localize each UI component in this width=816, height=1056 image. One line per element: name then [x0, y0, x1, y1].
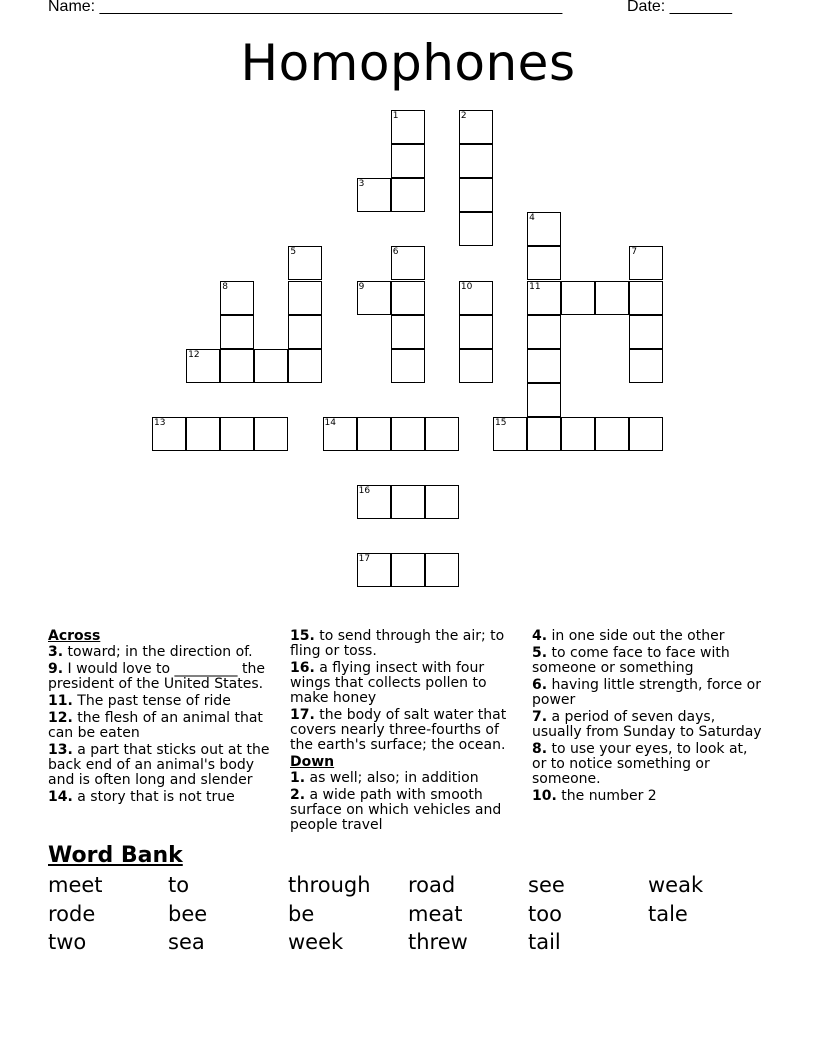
clue: [48, 662, 280, 692]
clue-number: 17.: [290, 707, 315, 723]
clue-number: 10.: [532, 788, 557, 804]
clue-number: 5: [290, 247, 297, 258]
clue-text: a story that is not true: [72, 789, 235, 805]
clue-number: 6.: [532, 677, 548, 693]
clue-number: 16.: [290, 660, 315, 676]
clue-number: 4.: [532, 628, 548, 644]
clue-text: I would love to _________ the president of the United States.: [48, 661, 265, 692]
word-bank-title: Word Bank: [48, 843, 183, 868]
clue-number: 3: [358, 179, 365, 190]
clue-number: 1: [392, 111, 399, 121]
grid-cell[interactable]: [459, 110, 493, 144]
page-title: Homophones: [240, 34, 576, 92]
clue-number: 9: [358, 281, 365, 292]
clue-number: 7: [631, 247, 638, 258]
grid-cell[interactable]: [459, 144, 493, 178]
down-heading: Down: [290, 754, 335, 770]
word-bank-word: meat: [408, 902, 463, 926]
grid-cell[interactable]: [629, 315, 663, 349]
grid-cell[interactable]: [391, 110, 425, 144]
grid-cell[interactable]: [391, 178, 425, 212]
clue: [290, 788, 522, 833]
clues-column-3: [532, 629, 764, 806]
grid-cell[interactable]: [220, 417, 254, 451]
clue: [290, 708, 522, 753]
grid-cell[interactable]: [357, 553, 391, 587]
grid-cell[interactable]: [220, 315, 254, 349]
clue-number: 16: [358, 486, 371, 497]
clue: [48, 645, 280, 660]
clue-text: the number 2: [556, 788, 657, 804]
grid-cell[interactable]: [629, 349, 663, 383]
grid-cell[interactable]: [186, 349, 220, 383]
grid-cell[interactable]: [527, 281, 561, 315]
grid-cell[interactable]: [288, 349, 322, 383]
clue-text: the body of salt water that covers nearly three-fourths of the earth's surface; the ocean.: [290, 707, 507, 753]
grid-cell[interactable]: [391, 349, 425, 383]
clue: [532, 710, 764, 740]
grid-cell[interactable]: [561, 417, 595, 451]
word-bank-word: to: [168, 873, 190, 897]
clue: [48, 790, 280, 805]
grid-cell[interactable]: [629, 417, 663, 451]
grid-cell[interactable]: [391, 281, 425, 315]
clue-text: as well; also; in addition: [305, 770, 479, 786]
grid-cell[interactable]: [391, 417, 425, 451]
grid-cell[interactable]: [288, 246, 322, 280]
clue: [532, 646, 764, 676]
grid-cell[interactable]: [254, 349, 288, 383]
grid-cell[interactable]: [459, 178, 493, 212]
word-bank-word: sea: [168, 930, 205, 954]
clue-number: 12.: [48, 710, 73, 726]
grid-cell[interactable]: [493, 417, 527, 451]
grid-cell[interactable]: [254, 417, 288, 451]
clue-number: 8.: [532, 741, 548, 757]
clue: [532, 789, 764, 804]
grid-cell[interactable]: [152, 417, 186, 451]
grid-cell[interactable]: [527, 246, 561, 280]
grid-cell[interactable]: [391, 553, 425, 587]
clue-text: to come face to face with someone or something: [532, 645, 730, 676]
clue-number: 13.: [48, 742, 73, 758]
clue-text: a wide path with smooth surface on which vehicles and people travel: [290, 787, 502, 833]
clues-column-2: [290, 629, 522, 835]
grid-cell[interactable]: [527, 315, 561, 349]
word-bank-word: too: [528, 902, 562, 926]
clue-number: 8: [222, 281, 228, 292]
word-bank-word: be: [288, 902, 315, 926]
grid-cell[interactable]: [357, 281, 391, 315]
word-bank-word: weak: [648, 873, 704, 897]
clue: [290, 629, 522, 659]
clue-number: 11.: [48, 693, 73, 709]
grid-cell[interactable]: [288, 281, 322, 315]
clue-text: a period of seven days, usually from Sunday to Saturday: [532, 709, 762, 740]
grid-cell[interactable]: [323, 417, 357, 451]
grid-cell[interactable]: [527, 212, 561, 246]
grid-cell[interactable]: [527, 417, 561, 451]
clue-number: 17: [358, 554, 371, 565]
clue-number: 6: [392, 247, 399, 258]
clue-number: 10: [460, 281, 473, 292]
grid-cell[interactable]: [595, 417, 629, 451]
clue-number: 2: [460, 111, 467, 121]
clue-text: having little strength, force or power: [532, 677, 761, 708]
grid-cell[interactable]: [459, 349, 493, 383]
grid-cell[interactable]: [527, 349, 561, 383]
clue: [532, 629, 764, 644]
grid-cell[interactable]: [425, 553, 459, 587]
grid-cell[interactable]: [459, 281, 493, 315]
clue: [290, 661, 522, 706]
name-field[interactable]: Name: ____________________________________________________: [48, 0, 563, 15]
word-bank-word: meet: [48, 873, 103, 897]
word-bank-word: tail: [528, 930, 561, 954]
clue: [290, 771, 522, 786]
clue: [532, 742, 764, 787]
grid-cell[interactable]: [220, 281, 254, 315]
word-bank-word: threw: [408, 930, 468, 954]
grid-cell[interactable]: [595, 281, 629, 315]
clue-text: toward; in the direction of.: [63, 644, 253, 660]
clue-number: 4: [529, 213, 535, 224]
clue-text: a flying insect with four wings that collects pollen to make honey: [290, 660, 487, 706]
across-heading: Across: [48, 628, 101, 644]
grid-cell[interactable]: [459, 315, 493, 349]
clue-text: to use your eyes, to look at, or to notice something or someone.: [532, 741, 748, 787]
grid-cell[interactable]: [357, 178, 391, 212]
word-bank-word: see: [528, 873, 565, 897]
word-bank-word: rode: [48, 902, 96, 926]
clue-number: 15: [495, 417, 507, 428]
word-bank-word: bee: [168, 902, 208, 926]
word-bank-word: two: [48, 930, 87, 954]
clue-text: the flesh of an animal that can be eaten: [48, 710, 263, 741]
clue: [48, 694, 280, 709]
word-bank-word: through: [288, 873, 371, 897]
clue-text: a part that sticks out at the back end of an animal's body and is often long and slender: [48, 742, 270, 788]
clue-text: to send through the air; to fling or toss.: [290, 628, 505, 659]
grid-cell[interactable]: [391, 144, 425, 178]
clue-number: 1.: [290, 770, 306, 786]
clue-number: 9.: [48, 661, 64, 677]
grid-cell[interactable]: [629, 246, 663, 280]
clue-number: 7.: [532, 709, 548, 725]
clue-number: 12: [188, 349, 200, 360]
grid-cell[interactable]: [629, 281, 663, 315]
date-field[interactable]: Date: _______: [627, 0, 732, 15]
grid-cell[interactable]: [220, 349, 254, 383]
clue: [48, 743, 280, 788]
clue-text: The past tense of ride: [72, 693, 231, 709]
grid-cell[interactable]: [561, 281, 595, 315]
clue-number: 15.: [290, 628, 315, 644]
grid-cell[interactable]: [288, 315, 322, 349]
word-bank-word: road: [408, 873, 456, 897]
word-bank-word: week: [288, 930, 344, 954]
grid-cell[interactable]: [357, 417, 391, 451]
grid-cell[interactable]: [391, 246, 425, 280]
grid-cell[interactable]: [527, 383, 561, 417]
clue-text: in one side out the other: [547, 628, 725, 644]
grid-cell[interactable]: [186, 417, 220, 451]
clues-column-1: [48, 629, 280, 807]
grid-cell[interactable]: [391, 315, 425, 349]
grid-cell[interactable]: [357, 485, 391, 519]
clue-number: 14: [324, 417, 336, 428]
clue-number: 13: [154, 417, 166, 428]
word-bank-word: tale: [648, 902, 688, 926]
clue-number: 3.: [48, 644, 64, 660]
clue: [48, 711, 280, 741]
clue-number: 2.: [290, 787, 306, 803]
clue-number: 5.: [532, 645, 548, 661]
clue-number: 11: [529, 281, 541, 292]
grid-cell[interactable]: [459, 212, 493, 246]
clue-number: 14.: [48, 789, 73, 805]
grid-cell[interactable]: [425, 417, 459, 451]
grid-cell[interactable]: [391, 485, 425, 519]
grid-cell[interactable]: [425, 485, 459, 519]
clue: [532, 678, 764, 708]
